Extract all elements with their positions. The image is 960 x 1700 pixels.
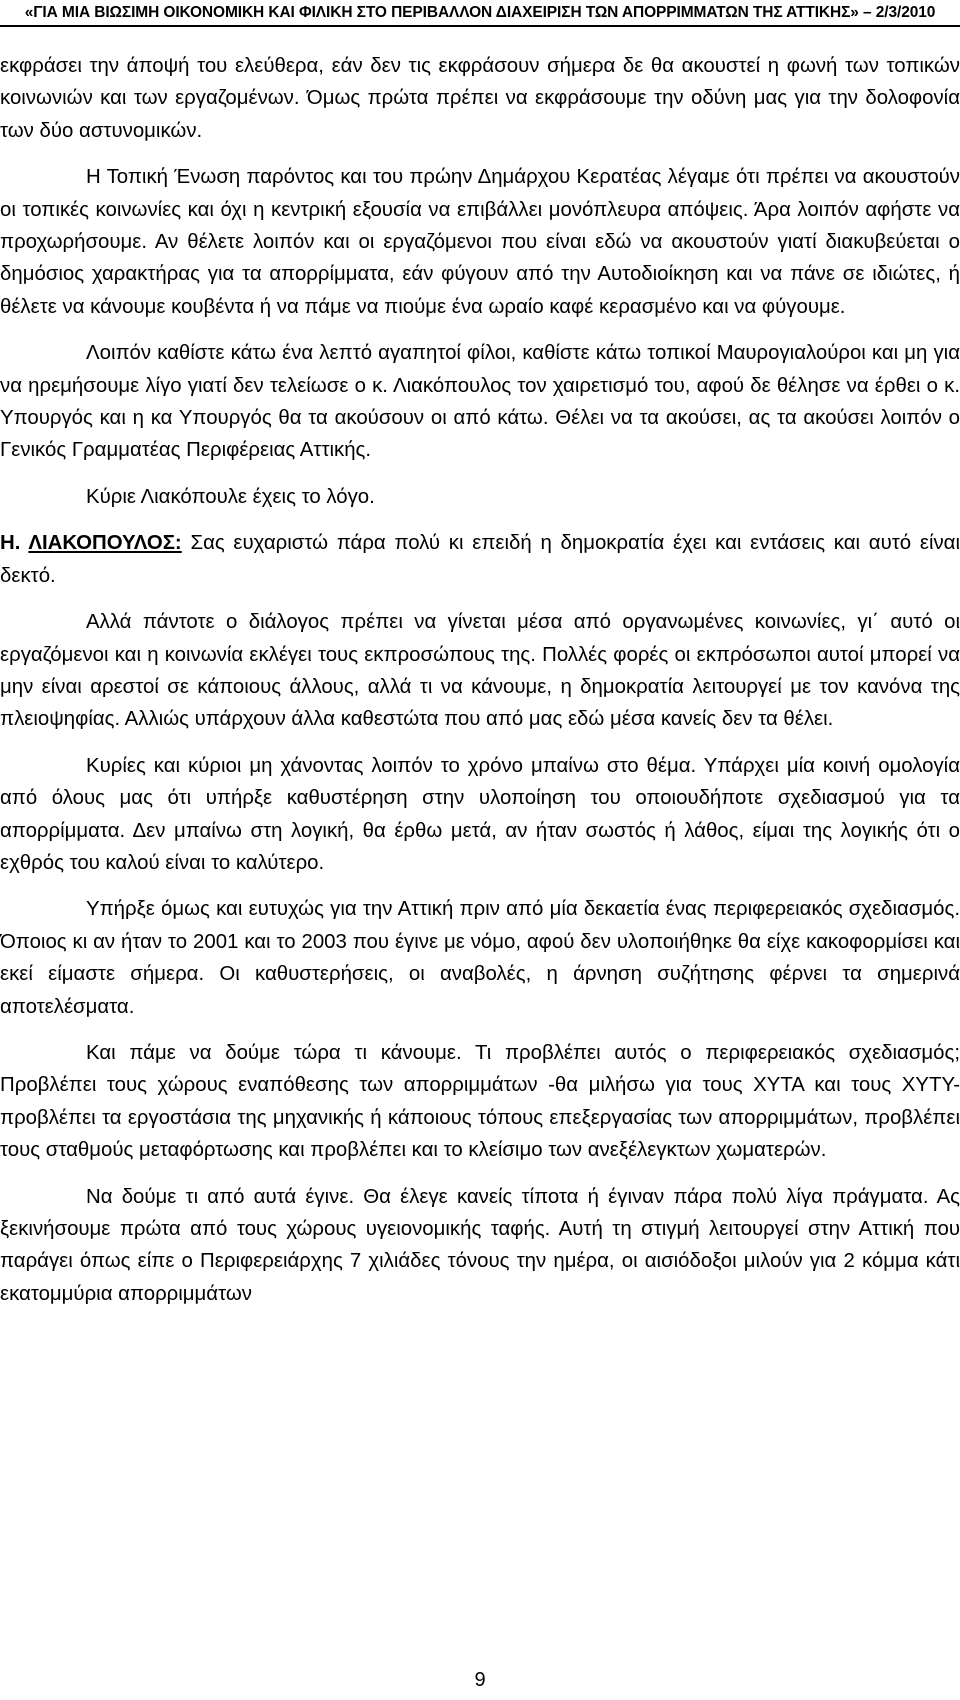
paragraph-1: εκφράσει την άποψή του ελεύθερα, εάν δεν τις εκφράσουν σήμερα δε θα ακουστεί η φωνή των τοπικών κοινωνιών και των εργαζομένων. Όμως πρώτα πρέπει να εκφράσουμε την οδύνη μας για την δολοφονία των δύο αστυνομικών. [0,55,960,142]
speaker-name: ΛΙΑΚΟΠΟΥΛΟΣ: [28,532,182,555]
paragraph-2: Η Τοπική Ένωση παρόντος και του πρώην Δημάρχου Κερατέας λέγαμε ότι πρέπει να ακουστούν οι τοπικές κοινωνίες και όχι η κεντρική εξουσία να επιβάλλει μονόπλευρα απόψεις. Άρα λοιπόν αφήστε να προχωρήσουμε. Αν θέλετε λοιπόν και οι εργαζόμενοι που είναι εδώ να ακουστούν γιατί διακυβεύεται ο δημόσιος χαρακτήρας για τα απορρίμματα, εάν φύγουν από την Αυτοδιοίκηση και να πάνε σε ιδιώτες, ή θέλετε να κάνουμε κουβέντα ή να πάμε να πιούμε ένα ωραίο καφέ κερασμένο και να φύγουμε. [0,166,960,318]
speaker-initial: Η. [0,532,29,555]
paragraph-4: Κύριε Λιακόπουλε έχεις το λόγο. [86,485,375,508]
header-rule [0,25,960,27]
page-number: 9 [474,1669,486,1691]
paragraph-6: Αλλά πάντοτε ο διάλογος πρέπει να γίνεται μέσα από οργανωμένες κοινωνίες, γι΄ αυτό οι εργαζόμενοι και η κοινωνία εκλέγει τους εκπροσώπους της. Πολλές φορές οι εκπρόσωποι αυτοί μπορεί να μην είναι αρεστοί σε κάποιους άλλους, αλλά τι να κάνουμε, η δημοκρατία λειτουργεί με τον κανόνα της πλειοψηφίας. Αλλιώς υπάρχουν άλλα καθεστώτα που από μας εδώ μέσα κανείς δεν τα θέλει. [0,611,960,731]
running-header: «ΓΙΑ ΜΙΑ ΒΙΩΣΙΜΗ ΟΙΚΟΝΟΜΙΚΗ ΚΑΙ ΦΙΛΙΚΗ ΣΤΟ ΠΕΡΙΒΑΛΛΟΝ ΔΙΑΧΕΙΡΙΣΗ ΤΩΝ ΑΠΟΡΡΙΜΜΑΤΩΝ ΤΗΣ ΑΤΤΙΚΗΣ» – 2/3/2010 [24,4,936,21]
speaker-paragraph [0,527,960,592]
speaker-statement: Σας ευχαριστώ πάρα πολύ κι επειδή η δημοκρατία έχει και εντάσεις και αυτό είναι δεκτό. [0,532,960,587]
document-body [0,50,960,1324]
paragraph-9: Και πάμε να δούμε τώρα τι κάνουμε. Τι προβλέπει αυτός ο περιφερειακός σχεδιασμός; Προβλέπει τους χώρους εναπόθεσης των απορριμμάτων -θα μιλήσω για τους ΧΥΤΑ και τους ΧΥΤΥ- προβλέπει τα εργοστάσια της μηχανικής ή κάποιους τόπους επεξεργασίας των απορριμμάτων, προβλέπει τους σταθμούς μεταφόρτωσης και προβλέπει και το κλείσιμο των ανεξέλεγκτων χωματερών. [0,1041,960,1162]
paragraph-7: Κυρίες και κύριοι μη χάνοντας λοιπόν το χρόνο μπαίνω στο θέμα. Υπάρχει μία κοινή ομολογία από όλους μας ότι υπήρξε καθυστέρηση στην υλοποίηση του οποιουδήποτε σχεδιασμού για τα απορρίμματα. Δεν μπαίνω στη λογική, θα έρθω μετά, αν ήταν σωστός ή λάθος, είμαι της λογικής ότι ο εχθρός του καλού είναι το καλύτερο. [0,754,960,874]
paragraph-10: Να δούμε τι από αυτά έγινε. Θα έλεγε κανείς τίποτα ή έγιναν πάρα πολύ λίγα πράγματα. Ας ξεκινήσουμε πρώτα από τους χώρους υγειονομικής ταφής. Αυτή τη στιγμή λειτουργεί στην Αττική που παράγει όπως είπε ο Περιφερειάρχης 7 χιλιάδες τόνους την ημέρα, οι αισιόδοξοι μιλούν για 2 κόμμα κάτι εκατομμύρια απορριμμάτων [0,1185,960,1305]
paragraph-3: Λοιπόν καθίστε κάτω ένα λεπτό αγαπητοί φίλοι, καθίστε κάτω τοπικοί Μαυρογιαλούροι και μη για να ηρεμήσουμε λίγο γιατί δεν τελείωσε ο κ. Λιακόπουλος τον χαιρετισμό του, αφού δε θέλησε να έρθει ο κ. Υπουργός και η κα Υπουργός θα τα ακούσουν οι από κάτω. Θέλει να τα ακούσει, ας τα ακούσει λοιπόν ο Γενικός Γραμματέας Περιφέρειας Αττικής. [0,342,960,462]
paragraph-8: Υπήρξε όμως και ευτυχώς για την Αττική πριν από μία δεκαετία ένας περιφερειακός σχεδιασμός. Όποιος κι αν ήταν το 2001 και το 2003 που έγινε με νόμο, αφού δεν υλοποιήθηκε θα είχε κακοφορμίσει και εκεί είμαστε σήμερα. Οι καθυστερήσεις, οι αναβολές, η άρνηση συζήτησης φέρνει τα σημερινά αποτελέσματα. [0,898,960,1018]
